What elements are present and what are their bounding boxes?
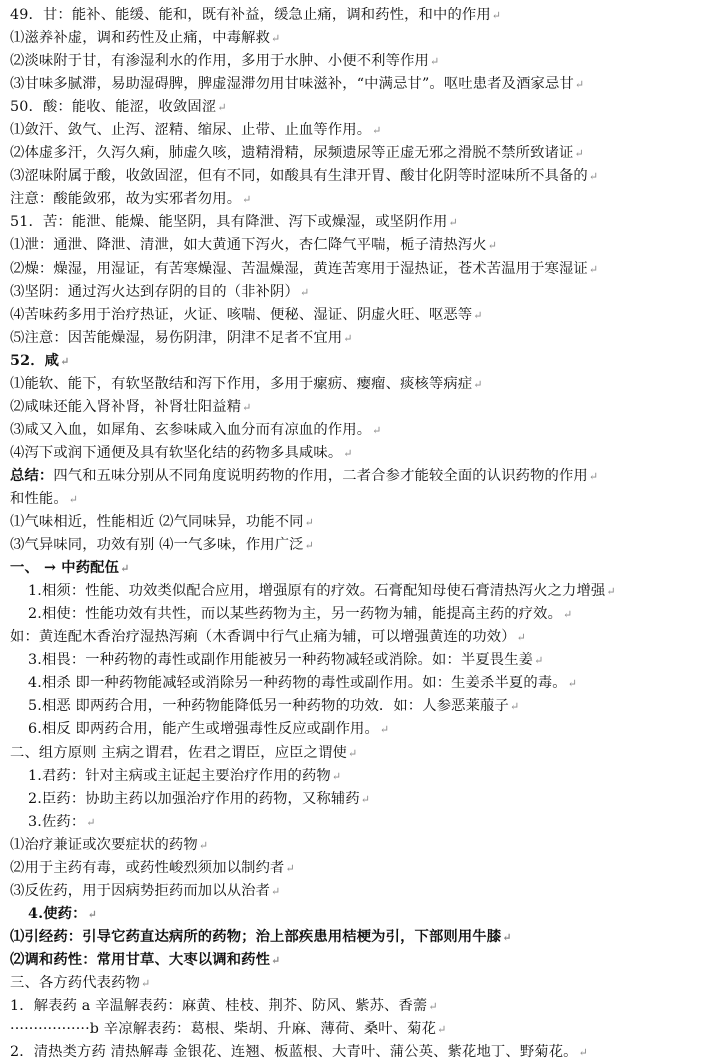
text-line <box>10 742 710 765</box>
text-line <box>10 419 710 442</box>
line-text: 2．清热类方药 清热解毒 金银花、连翘、板蓝根、大青叶、蒲公英、紫花地丁、野菊花。 <box>10 1044 578 1061</box>
paragraph-mark-icon: ↵ <box>437 1023 447 1037</box>
paragraph-mark-icon: ↵ <box>242 193 252 207</box>
line-text: ⑸注意：因苦能燥湿，易伤阴津，阴津不足者不宜用 <box>10 329 343 346</box>
line-text: ⑴气味相近，性能相近 ⑵气同味异，功能不同 <box>10 514 304 531</box>
paragraph-mark-icon: ↵ <box>304 539 315 553</box>
line-text: 49．甘：能补、能缓、能和，既有补益，缓急止痛，调和药性，和中的作用 <box>10 7 491 23</box>
text-line <box>10 880 710 903</box>
text-line <box>10 304 710 327</box>
text-line <box>10 788 710 811</box>
text-line <box>10 119 710 142</box>
text-line <box>10 580 710 603</box>
text-line <box>10 73 710 96</box>
paragraph-mark-icon: ↵ <box>217 101 227 115</box>
paragraph-mark-icon: ↵ <box>141 976 151 990</box>
text-line <box>10 534 710 557</box>
text-line <box>10 396 710 419</box>
text-line <box>10 626 710 649</box>
paragraph-mark-icon: ↵ <box>491 9 502 22</box>
paragraph-mark-icon: ↵ <box>563 608 573 622</box>
line-text: ⑵调和药性：常用甘草、大枣以调和药性 <box>10 951 271 968</box>
paragraph-mark-icon: ↵ <box>574 147 584 161</box>
line-text: ⑶坚阴：通过泻火达到存阴的目的（非补阴） <box>10 283 299 300</box>
text-line <box>10 188 710 211</box>
line-text: 和性能。 <box>10 490 68 507</box>
line-text: ⑵淡味附于甘，有渗湿利水的作用，多用于水肿、小便不利等作用 <box>10 53 429 70</box>
paragraph-mark-icon: ↵ <box>588 170 599 184</box>
line-text: 注意：酸能敛邪，故为实邪者勿用。 <box>10 191 242 208</box>
paragraph-mark-icon: ↵ <box>271 32 281 46</box>
text-line <box>10 672 710 695</box>
line-text: ⑶咸又入血，如犀角、玄参味咸入血分而有凉血的作用。 <box>10 421 372 438</box>
text-line <box>10 165 710 188</box>
text-line <box>10 50 710 73</box>
text-line <box>10 465 710 488</box>
line-text: ⑵燥：燥湿，用湿证，有苦寒燥湿、苦温燥湿，黄连苦寒用于湿热证，苍术苦温用于寒湿证 <box>10 260 588 277</box>
line-text: ⑴敛汗、敛气、止泻、涩精、缩尿、止带、止血等作用。 <box>10 122 372 139</box>
paragraph-mark-icon: ↵ <box>578 1046 588 1060</box>
paragraph-mark-icon: ↵ <box>304 516 315 530</box>
text-line <box>10 557 710 580</box>
line-text: 如：黄连配木香治疗湿热泻痢（木香调中行气止痛为辅，可以增强黄连的功效） <box>10 629 516 646</box>
line-text: 1.君药：针对主病或主证起主要治疗作用的药物 <box>28 767 331 784</box>
line-text: 3.佐药： <box>28 813 86 830</box>
text-line <box>10 695 710 718</box>
paragraph-mark-icon: ↵ <box>372 124 382 138</box>
line-text: 一、 → 中药配伍 <box>10 560 120 577</box>
line-text: 4.使药： <box>28 905 87 922</box>
line-text: 1.相须：性能、功效类似配合应用，增强原有的疗效。石膏配知母使石膏清热泻火之力增强 <box>28 583 606 600</box>
text-line <box>10 949 710 972</box>
paragraph-mark-icon: ↵ <box>473 377 483 391</box>
paragraph-mark-icon: ↵ <box>60 354 70 368</box>
line-text: ⑴泄：通泄、降泄、清泄，如大黄通下泻火，杏仁降气平喘，栀子清热泻火 <box>10 237 487 254</box>
document-page <box>10 0 710 1064</box>
text-line <box>10 1041 710 1064</box>
text-line <box>10 718 710 741</box>
paragraph-mark-icon: ↵ <box>271 953 281 967</box>
text-line <box>10 603 710 626</box>
paragraph-mark-icon: ↵ <box>379 723 390 737</box>
line-text: ⑵用于主药有毒，或药性峻烈须加以制约者 <box>10 859 285 876</box>
line-text: 50．酸：能收、能涩，收敛固涩 <box>10 99 217 116</box>
line-text: 2.相使：性能功效有共性，而以某些药物为主，另一药物为辅，能提高主药的疗效。 <box>28 606 563 623</box>
line-text: 5.相恶 即两药合用，一种药物能降低另一种药物的功效．如：人参恶莱菔子 <box>28 698 509 715</box>
text-line <box>10 995 710 1018</box>
text-line <box>10 96 710 119</box>
text-line <box>10 27 710 50</box>
line-text: ⑵咸味还能入肾补肾，补肾壮阳益精 <box>10 398 242 415</box>
paragraph-mark-icon: ↵ <box>588 262 599 276</box>
text-line <box>10 488 710 511</box>
line-text: ⑴滋养补虚，调和药性及止痛，中毒解救 <box>10 30 271 47</box>
paragraph-mark-icon: ↵ <box>343 331 353 345</box>
paragraph-mark-icon: ↵ <box>588 469 599 483</box>
line-text: 52．咸 <box>10 352 60 369</box>
line-text: ⑴引经药：引导它药直达病所的药物；治上部疾患用桔梗为引，下部则用牛膝 <box>10 928 502 945</box>
line-text: ⑶气异味同，功效有别 ⑷一气多味，作用广泛 <box>10 537 304 554</box>
text-line <box>10 4 710 27</box>
paragraph-mark-icon: ↵ <box>86 815 96 829</box>
text-line <box>10 373 710 396</box>
line-text: 1．解表药 a 辛温解表药：麻黄、桂枝、荆芥、防风、紫苏、香薷 <box>10 998 428 1015</box>
line-text: 四气和五味分别从不同角度说明药物的作用，二者合参才能较全面的认识药物的作用 <box>53 467 588 484</box>
line-text: ⑶反佐药，用于因病势拒药而加以从治者 <box>10 882 271 899</box>
line-text: 2.臣药：协助主药以加强治疗作用的药物，又称辅药 <box>28 790 360 807</box>
paragraph-mark-icon: ↵ <box>574 78 585 92</box>
paragraph-mark-icon: ↵ <box>372 423 382 437</box>
text-line <box>10 234 710 257</box>
text-line <box>10 327 710 350</box>
text-line <box>10 972 710 995</box>
paragraph-mark-icon: ↵ <box>198 838 209 852</box>
line-text: ⑴能软、能下，有软坚散结和泻下作用，多用于瘰疬、瘿瘤、痰核等病症 <box>10 375 473 392</box>
line-text: ·················b 辛凉解表药：葛根、柴胡、升麻、薄荷、桑叶、菊花 <box>10 1021 437 1038</box>
line-text: 4.相杀 即一种药物能减轻或消除另一种药物的毒性或副作用。如：生姜杀半夏的毒。 <box>28 675 567 692</box>
paragraph-mark-icon: ↵ <box>285 861 295 875</box>
text-line <box>10 834 710 857</box>
paragraph-mark-icon: ↵ <box>429 55 440 69</box>
paragraph-mark-icon: ↵ <box>473 308 483 322</box>
text-line <box>10 1018 710 1041</box>
paragraph-mark-icon: ↵ <box>360 792 371 806</box>
line-text: ⑶甘味多腻滞，易助湿碍脾，脾虚湿滞勿用甘味滋补，“中满忌甘”。呕吐患者及酒家忌甘 <box>10 76 574 93</box>
paragraph-mark-icon: ↵ <box>299 285 310 299</box>
paragraph-mark-icon: ↵ <box>343 446 353 460</box>
paragraph-mark-icon: ↵ <box>534 654 544 668</box>
paragraph-mark-icon: ↵ <box>606 585 616 599</box>
text-line <box>10 511 710 534</box>
line-text: 6.相反 即两药合用，能产生或增强毒性反应或副作用。 <box>28 721 379 738</box>
text-line <box>10 350 710 373</box>
line-text: 二、组方原则 主病之谓君，佐君之谓臣，应臣之谓使 <box>10 744 347 761</box>
line-text: 3.相畏：一种药物的毒性或副作用能被另一种药物减轻或消除。如：半夏畏生姜 <box>28 652 534 669</box>
paragraph-mark-icon: ↵ <box>347 746 358 760</box>
text-line <box>10 211 710 234</box>
paragraph-mark-icon: ↵ <box>567 677 578 691</box>
line-text: ⑴治疗兼证或次要症状的药物 <box>10 836 198 853</box>
text-line <box>10 765 710 788</box>
paragraph-mark-icon: ↵ <box>448 216 458 230</box>
paragraph-mark-icon: ↵ <box>509 700 520 714</box>
paragraph-mark-icon: ↵ <box>271 884 281 898</box>
paragraph-mark-icon: ↵ <box>516 631 527 645</box>
text-line <box>10 442 710 465</box>
paragraph-mark-icon: ↵ <box>331 769 342 783</box>
text-line <box>10 811 710 834</box>
text-line <box>10 926 710 949</box>
text-line <box>10 142 710 165</box>
line-text: 51．苦：能泄、能燥、能坚阴，具有降泄、泻下或燥湿，或坚阴作用 <box>10 214 448 231</box>
line-text: 三、各方药代表药物 <box>10 974 141 991</box>
text-line <box>10 903 710 926</box>
paragraph-mark-icon: ↵ <box>428 1000 438 1014</box>
line-text: ⑶涩味附属于酸，收敛固涩，但有不同，如酸具有生津开胃、酸甘化阴等时涩味所不具备的 <box>10 168 588 185</box>
text-line <box>10 281 710 304</box>
line-text: ⑵体虚多汗，久泻久痢，肺虚久咳，遗精滑精，尿频遗尿等正虚无邪之滑脱不禁所致诸证 <box>10 145 574 162</box>
paragraph-mark-icon: ↵ <box>502 930 512 944</box>
paragraph-mark-icon: ↵ <box>120 562 130 576</box>
text-line <box>10 857 710 880</box>
line-text: ⑷苦味药多用于治疗热证，火证、咳喘、便秘、湿证、阴虚火旺、呕恶等 <box>10 306 473 323</box>
line-text: ⑷泻下或润下通便及具有软坚化结的药物多具咸味。 <box>10 444 343 461</box>
paragraph-mark-icon: ↵ <box>487 239 498 253</box>
bold-prefix: 总结： <box>10 467 54 484</box>
text-line <box>10 649 710 672</box>
paragraph-mark-icon: ↵ <box>242 400 252 414</box>
paragraph-mark-icon: ↵ <box>87 907 97 921</box>
text-line <box>10 258 710 281</box>
paragraph-mark-icon: ↵ <box>68 492 79 506</box>
